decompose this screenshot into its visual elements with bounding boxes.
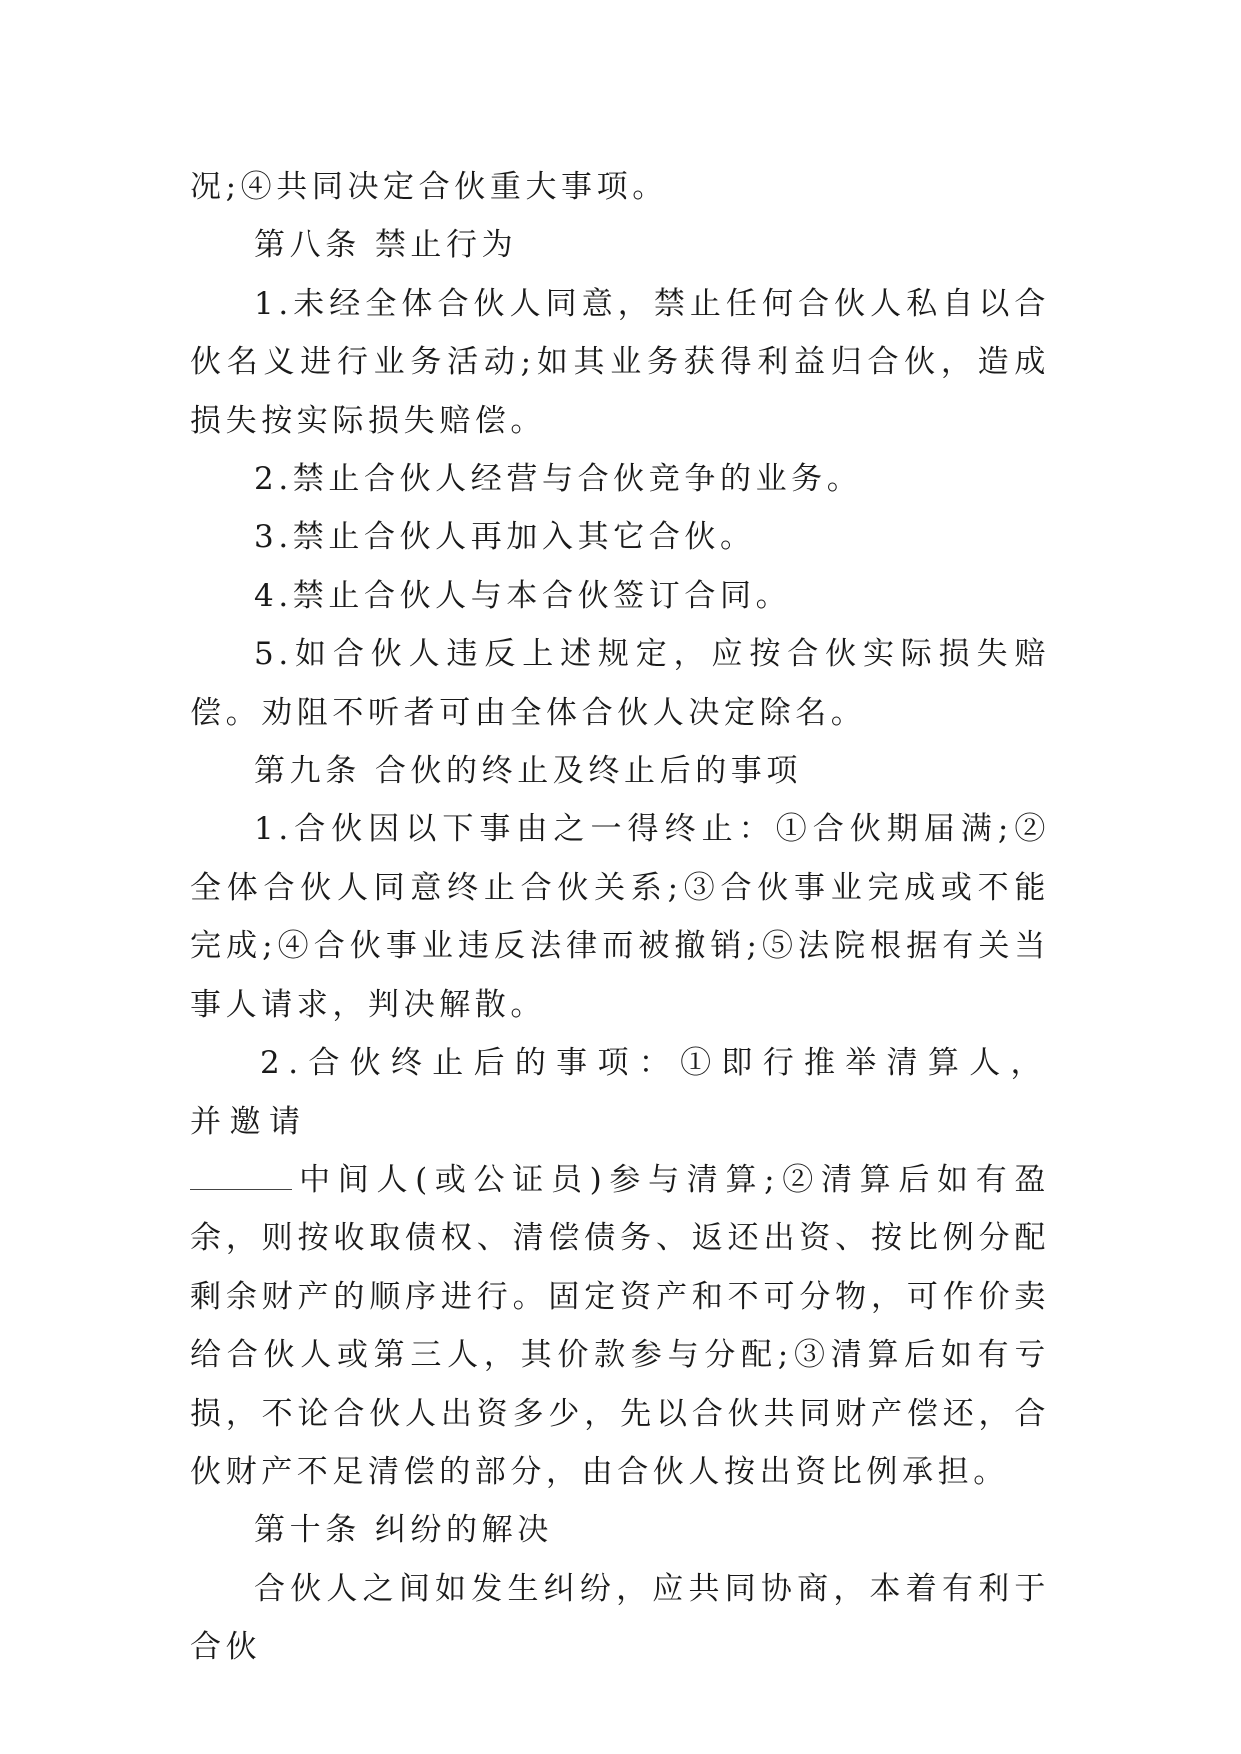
clause-paragraph: 合伙人之间如发生纠纷，应共同协商，本着有利于合伙 [190,1570,1050,1666]
article-title: 合伙的终止及终止后的事项 [374,753,803,790]
article-title: 纠纷的解决 [374,1512,553,1549]
clause-paragraph: 2.合伙终止后的事项：①即行推举清算人，并邀请 [190,1045,1050,1140]
article-number: 第八条 [254,227,361,264]
fill-in-blank [190,1155,292,1190]
article-number: 第九条 [254,753,361,790]
article-title: 禁止行为 [374,227,518,264]
document-body [190,158,1050,1677]
article-number: 第十条 [254,1512,361,1549]
article-heading-8 [190,216,1050,274]
clause-paragraph-with-blank [190,1151,1050,1501]
paragraph-continuation: 况;④共同决定合伙重大事项。 [190,169,668,205]
clause-paragraph: 1.未经全体合伙人同意，禁止任何合伙人私自以合伙名义进行业务活动;如其业务获得利益归合伙，造成损失按实际损失赔偿。 [190,285,1050,439]
clause-paragraph: 4.禁止合伙人与本合伙签订合同。 [254,577,792,614]
clause-paragraph: 5.如合伙人违反上述规定，应按合伙实际损失赔偿。劝阻不听者可由全体合伙人决定除名。 [190,636,1050,731]
article-heading-9 [190,742,1050,800]
clause-text: 中间人(或公证员)参与清算;②清算后如有盈余，则按收取债权、清偿债务、返还出资、按比例分配剩余财产的顺序进行。固定资产和不可分物，可作价卖给合伙人或第三人，其价款参与分配;③清算后如有亏损，不论合伙人出资多少，先以合伙共同财产偿还，合伙财产不足清偿的部分，由合伙人按出资比例承担。 [190,1161,1050,1490]
clause-paragraph: 3.禁止合伙人再加入其它合伙。 [254,519,756,556]
article-heading-10 [190,1501,1050,1559]
clause-paragraph: 2.禁止合伙人经营与合伙竞争的业务。 [254,461,863,498]
clause-paragraph: 1.合伙因以下事由之一得终止：①合伙期届满;②全体合伙人同意终止合伙关系;③合伙事业完成或不能完成;④合伙事业违反法律而被撤销;⑤法院根据有关当事人请求，判决解散。 [190,811,1050,1023]
